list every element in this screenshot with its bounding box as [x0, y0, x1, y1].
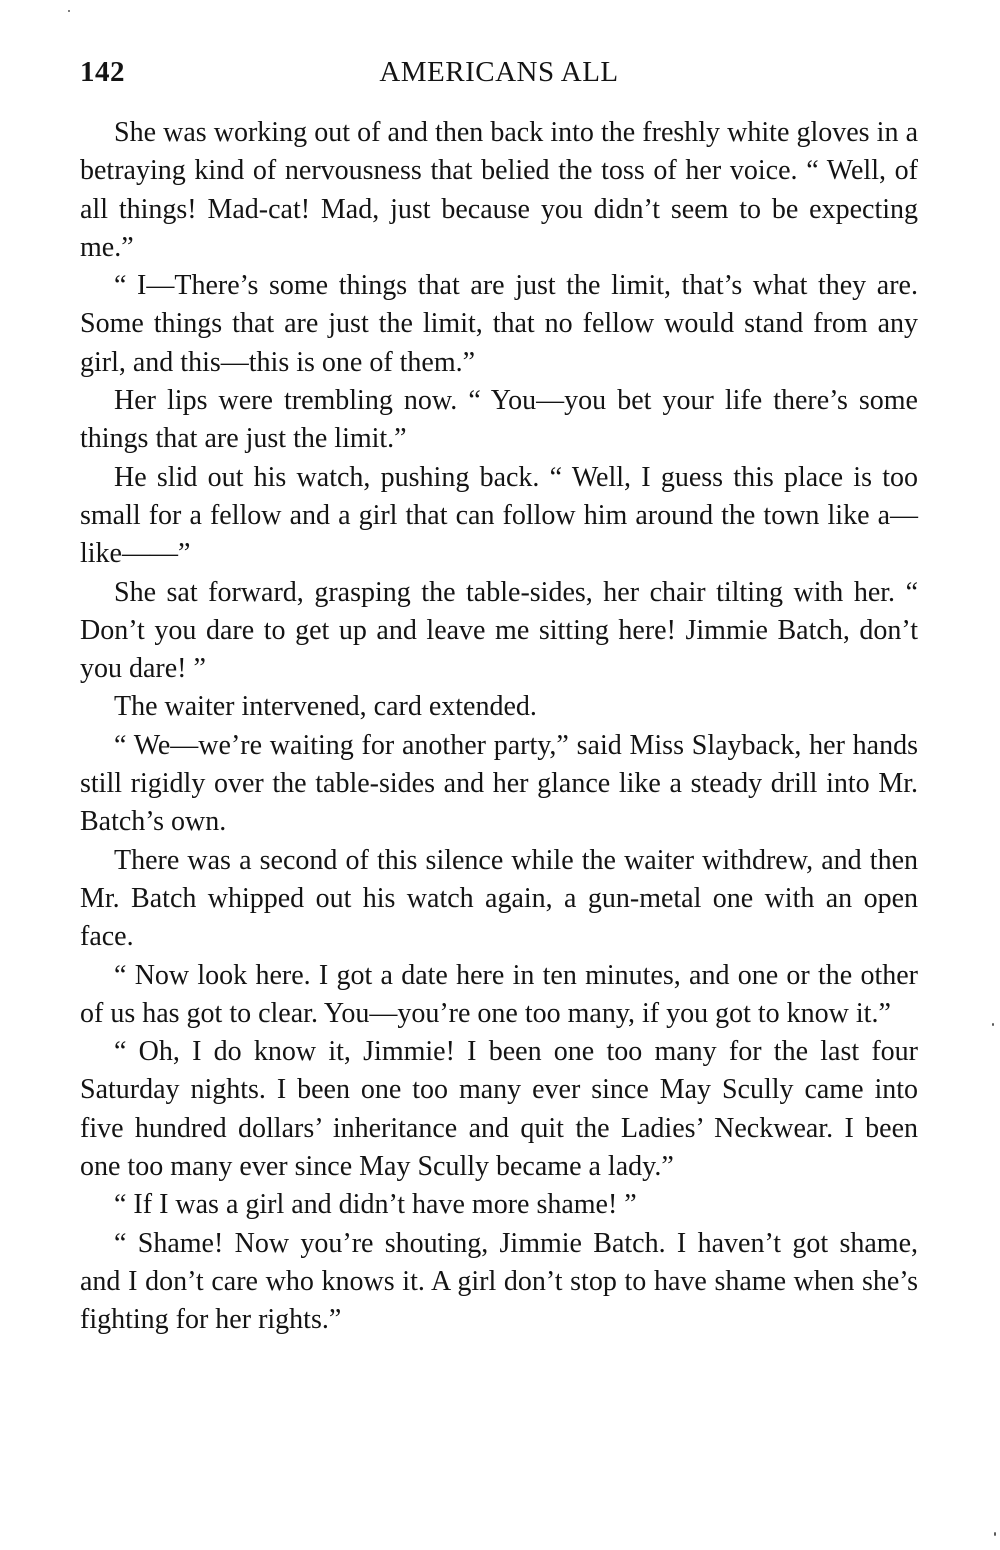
paragraph: He slid out his watch, pushing back. “ Well, I guess this place is too small for a fellow and a girl that can follow him around the town like a—like——” [80, 461, 918, 570]
scan-speck [994, 1532, 996, 1536]
paragraph: “ Now look here. I got a date here in ten minutes, and one or the other of us has got to clear. You—you’re one too many, if you got to know it.” [80, 959, 918, 1029]
paragraph: There was a second of this silence while the waiter withdrew, and then Mr. Batch whipped out his watch again, a gun-metal one with an open face. [80, 844, 918, 953]
page-header [80, 56, 918, 100]
paragraph: Her lips were trembling now. “ You—you bet your life there’s some things that are just the limit.” [80, 385, 918, 455]
paragraph: “ Oh, I do know it, Jimmie! I been one too many for the last four Saturday nights. I been one too many ever since May Scully came into five hundred dollars’ inheritance and quit the Ladies’ Neckwear. I been one too many ever since May Scully became a lady.” [80, 1036, 918, 1183]
paragraph: She sat forward, grasping the table-sides, her chair tilting with her. “ Don’t you dare to get up and leave me sitting here! Jimmie Batch, don’t you dare! ” [80, 576, 918, 685]
paragraph: She was working out of and then back into the freshly white gloves in a betraying kind of nervousness that belied the toss of her voice. “ Well, of all things! Mad-cat! Mad, just because you didn’t seem to be expecting me.” [80, 117, 918, 263]
paragraph: “ If I was a girl and didn’t have more shame! ” [114, 1189, 637, 1221]
page-number: 142 [80, 56, 125, 88]
body-text [80, 114, 918, 1340]
paragraph: “ I—There’s some things that are just the limit, that’s what they are. Some things that are just the limit, that no fellow would stand from any girl, and this—this is one of them.” [80, 270, 918, 378]
paragraph: “ Shame! Now you’re shouting, Jimmie Batch. I haven’t got shame, and I don’t care who knows it. A girl don’t stop to have shame when she’s fighting for her rights.” [80, 1227, 918, 1336]
running-title: AMERICANS ALL [379, 56, 619, 88]
scan-speck [992, 1023, 994, 1026]
paragraph: “ We—we’re waiting for another party,” said Miss Slayback, her hands still rigidly over the table-sides and her glance like a steady drill into Mr. Batch’s own. [80, 729, 918, 838]
scan-speck [68, 10, 70, 12]
paragraph: The waiter intervened, card extended. [114, 691, 537, 723]
